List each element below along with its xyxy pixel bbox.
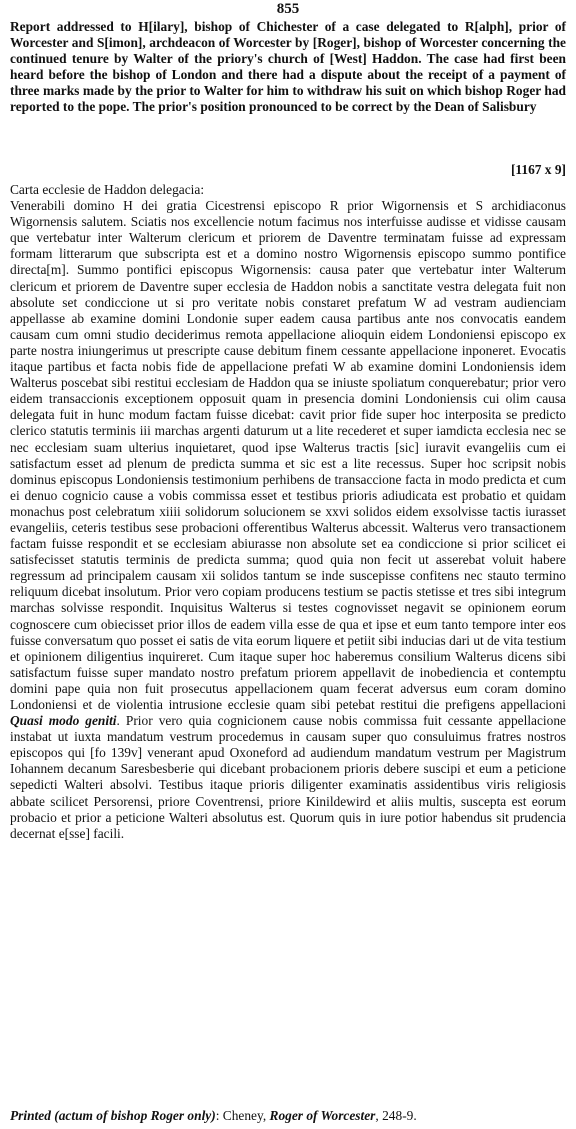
charter-body-text-1: Venerabili domino H dei gratia Cicestrensi episcopo R prior Wigornensis et S archidiaconus Wigornensis salutem. Sciatis nos excellencie notum facimus nos interfuisse audisse et vidisse causam que vertebatur inter Walterum clericum et priorem de Daventre terminatam fuisse ad expressam formam litterarum que subscripta est et a domino nostro Wigornensis episcopo summo pontifice directa[m]. Summo pontifici episcopus Wigornensis: causa pater que vertebatur inter Walterum clericum et priorem de Daventre super ecclesia de Haddon nobis a sanctitate vestra delegata fuit non absolute set condiccione ut si pro veritate nobis constaret prefatum W ad vestram audienciam appellasse ab examine domini Londonie super eadem causa partibus ante nos convocatis eandem causam cum omni studio deciderimus remota appellacione alioquin eidem Londoniensi episcopo ex parte nostra iniungerimus ut prescripte cause debitum finem cessante appellacione inponeret. Evocatis itaque partibus et facta nobis fide de appellacione prefati W ab examine domini Londoniensis idem Walterus poscebat sibi restitui ecclesiam de Haddon qua se iniuste spoliatum conquerebatur; prior vero eidem transaccionis exceptionem opposuit quam in presencia domini Londoniensis cui olim causa delegata fuit in hunc modum factam fuisse dicebat: cavit prior fide super hoc interposita se predicto clerico statutis terminis iii marchas argenti daturum ut a lite recederet et super iamdicta ecclesia nec se nec ecclesiam suam ulterius inquietaret, quod ipse Walterus tractis [sic] iuravit evangeliis cum ei satisfactum esset ad plenum de predicta summa et sic est a lite recessus. Super hoc scripsit nobis dominus episcopus Londoniensis testimonium perhibens de transaccione facta in modo predicta et cum ei denuo cognicio cause a vobis commissa esset et testibus prioris adiudicata est probatio et quidam monachus post celebratum xiiii solidorum solucionem se xxvi solidos eidem exsolvisse tactis iurasset evangeliis, ceteris testibus sese probacioni offerentibus Walterus abcessit. Walterus vero transactionem factam fuisse respondit et se ecclesiam abiurasse non absolute set ea condiccione si prior scilicet ei satisfecisset statutis terminis de predicta summa; quod quia non fecit ut asserebat voluit habere regressum ad principalem causam xii solidos tantum se inde suscepisse confitens nec stauto termino reliquum dicebat insolutum. Prior vero copiam producens testium se pactis stetisse et tres sibi integrum marchas solvisse respondit. Inquisitus Walterus si testes cognovisset negavit se opinionem eorum cognoscere cum obiecisset prior illos de eadem villa esse de qua et ipse et eum tanto tempore inter eos fuisse conversatum quo posset ei satis de vita eorum liquere et petiit sibi inducias dari ut de vita testium et opinionem diligentius inquireret. Cum itaque super hoc haberemus consilium Walterus dicens sibi satisfactum fuisse super mandato nostro prefatum priorem appellavit de inobediencia et contemptu domini pape quia non fuit prosecutus appellacionem quam fecerat adversus eum coram domino Londoniensi et de violentia intrusione ecclesie quam sibi petebat restitui die prefigens appellacioni <box>10 198 566 712</box>
document-date: [1167 x 9] <box>510 162 566 177</box>
citation-colon: : <box>215 1108 223 1123</box>
citation-label: Printed (actum of bishop Roger only) <box>10 1108 216 1123</box>
document-heading: Report addressed to H[ilary], bishop of Chichester of a case delegated to R[alph], prior of Worcester and S[imon], archdeacon of Worcester by [Roger], bishop of Worcester concerning the continued tenure by Walter of the priory's church of [West] Haddon. The case had first been heard before the bishop of London and there had a dispute about the receipt of a payment of three marks made by the prior to Walter for him to withdraw his suit on which bishop Roger had reported to the pope. The prior's position pronounced to be correct by the Dean of Salisbury <box>10 19 566 115</box>
charter-text <box>10 182 566 842</box>
citation-title: Roger of Worcester <box>269 1108 376 1123</box>
page-number: 855 <box>276 1 300 17</box>
citation-pages: , 248-9. <box>375 1108 417 1123</box>
charter-body-text-2: . Prior vero quia cognicionem cause nobis commissa fuit cessante appellacione instabat ut iuxta mandatum vestrum procedemus in causam super quo consuluimus fratres nostros episcopos qui [fo 139v] venerant apud Oxoneford ad audiendum mandatum vestrum per Magistrum Iohannem decanum Saresbesberie qui dicebant probacionem prioris debere suscipi et eum a peticione sepedicti Walteri absolvi. Testibus itaque prioris diligenter examinatis assidentibus viris religiosis abbate scilicet Persorensi, priore Coventrensi, priore Kinildewird et aliis multis, suscepta est eorum probacio et prior a peticione Walteri absolutus est. Quorum quis in iure potior habendus sit prudencia decernat e[sse] facili. <box>10 713 566 841</box>
citation-author: Cheney, <box>222 1108 270 1123</box>
printed-citation <box>10 1108 566 1124</box>
feast-day-phrase: Quasi modo geniti <box>10 713 117 729</box>
charter-body <box>10 198 566 842</box>
charter-rubric: Carta ecclesie de Haddon delegacia: <box>10 182 205 197</box>
